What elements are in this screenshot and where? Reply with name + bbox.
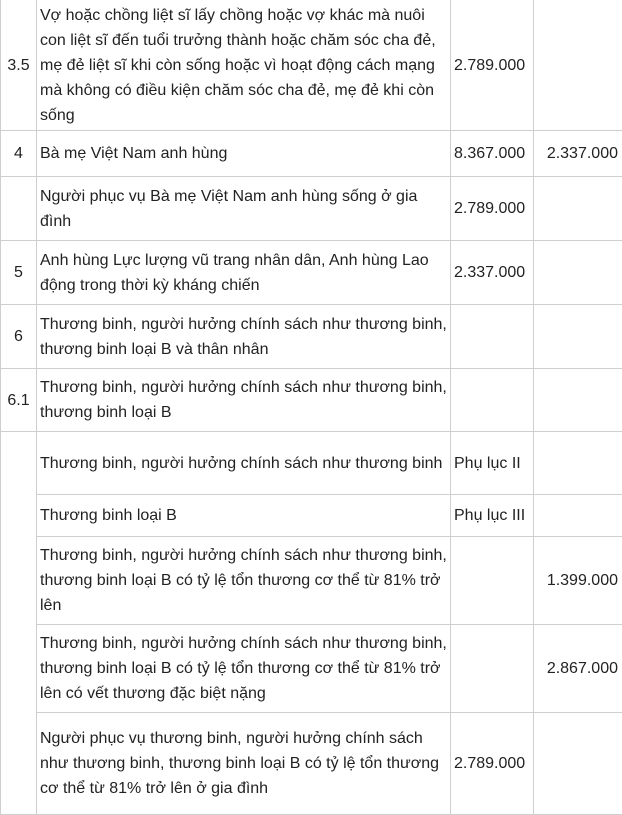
row-amount-secondary <box>534 0 622 131</box>
row-amount: Phụ lục II <box>451 432 534 495</box>
table-row <box>1 495 622 537</box>
table-row <box>1 0 622 131</box>
row-description: Người phục vụ Bà mẹ Việt Nam anh hùng sống ở gia đình <box>37 177 451 241</box>
row-amount-secondary <box>534 432 622 495</box>
table-row <box>1 625 622 713</box>
row-amount-secondary: 1.399.000 <box>534 537 622 625</box>
row-amount-secondary <box>534 241 622 305</box>
row-amount <box>451 305 534 369</box>
row-amount: 2.337.000 <box>451 241 534 305</box>
row-description: Bà mẹ Việt Nam anh hùng <box>37 131 451 177</box>
row-amount: Phụ lục III <box>451 495 534 537</box>
row-number: 5 <box>1 241 37 305</box>
row-number: 6 <box>1 305 37 369</box>
row-number <box>1 432 37 815</box>
table-row <box>1 369 622 432</box>
row-description: Thương binh, người hưởng chính sách như thương binh, thương binh loại B <box>37 369 451 432</box>
row-description: Thương binh, người hưởng chính sách như thương binh, thương binh loại B có tỷ lệ tổn thương cơ thể từ 81% trở lên <box>37 537 451 625</box>
row-description: Người phục vụ thương binh, người hưởng chính sách như thương binh, thương binh loại B có tỷ lệ tổn thương cơ thể từ 81% trở lên ở gia đình <box>37 713 451 815</box>
row-amount: 2.789.000 <box>451 713 534 815</box>
row-amount: 2.789.000 <box>451 0 534 131</box>
table-row <box>1 537 622 625</box>
table-row <box>1 713 622 815</box>
row-description: Thương binh, người hưởng chính sách như thương binh <box>37 432 451 495</box>
row-amount-secondary <box>534 495 622 537</box>
table-row <box>1 241 622 305</box>
table-row <box>1 305 622 369</box>
row-amount-secondary <box>534 305 622 369</box>
row-amount <box>451 625 534 713</box>
row-description: Thương binh, người hưởng chính sách như thương binh, thương binh loại B có tỷ lệ tổn thương cơ thể từ 81% trở lên có vết thương đặc biệt nặng <box>37 625 451 713</box>
row-amount-secondary: 2.337.000 <box>534 131 622 177</box>
table-row <box>1 177 622 241</box>
row-description: Thương binh loại B <box>37 495 451 537</box>
row-description: Vợ hoặc chồng liệt sĩ lấy chồng hoặc vợ khác mà nuôi con liệt sĩ đến tuổi trưởng thành hoặc chăm sóc cha đẻ, mẹ đẻ liệt sĩ khi còn sống hoặc vì hoạt động cách mạng mà không có điều kiện chăm sóc cha đẻ, mẹ đẻ khi còn sống <box>37 0 451 131</box>
row-description: Anh hùng Lực lượng vũ trang nhân dân, Anh hùng Lao động trong thời kỳ kháng chiến <box>37 241 451 305</box>
row-number: 3.5 <box>1 0 37 131</box>
row-amount-secondary <box>534 369 622 432</box>
row-amount: 2.789.000 <box>451 177 534 241</box>
row-amount <box>451 537 534 625</box>
row-amount: 8.367.000 <box>451 131 534 177</box>
row-amount-secondary <box>534 713 622 815</box>
row-number: 4 <box>1 131 37 177</box>
table-row <box>1 131 622 177</box>
row-number <box>1 177 37 241</box>
row-amount-secondary: 2.867.000 <box>534 625 622 713</box>
row-amount-secondary <box>534 177 622 241</box>
table-row <box>1 432 622 495</box>
row-amount <box>451 369 534 432</box>
row-number: 6.1 <box>1 369 37 432</box>
row-description: Thương binh, người hưởng chính sách như thương binh, thương binh loại B và thân nhân <box>37 305 451 369</box>
